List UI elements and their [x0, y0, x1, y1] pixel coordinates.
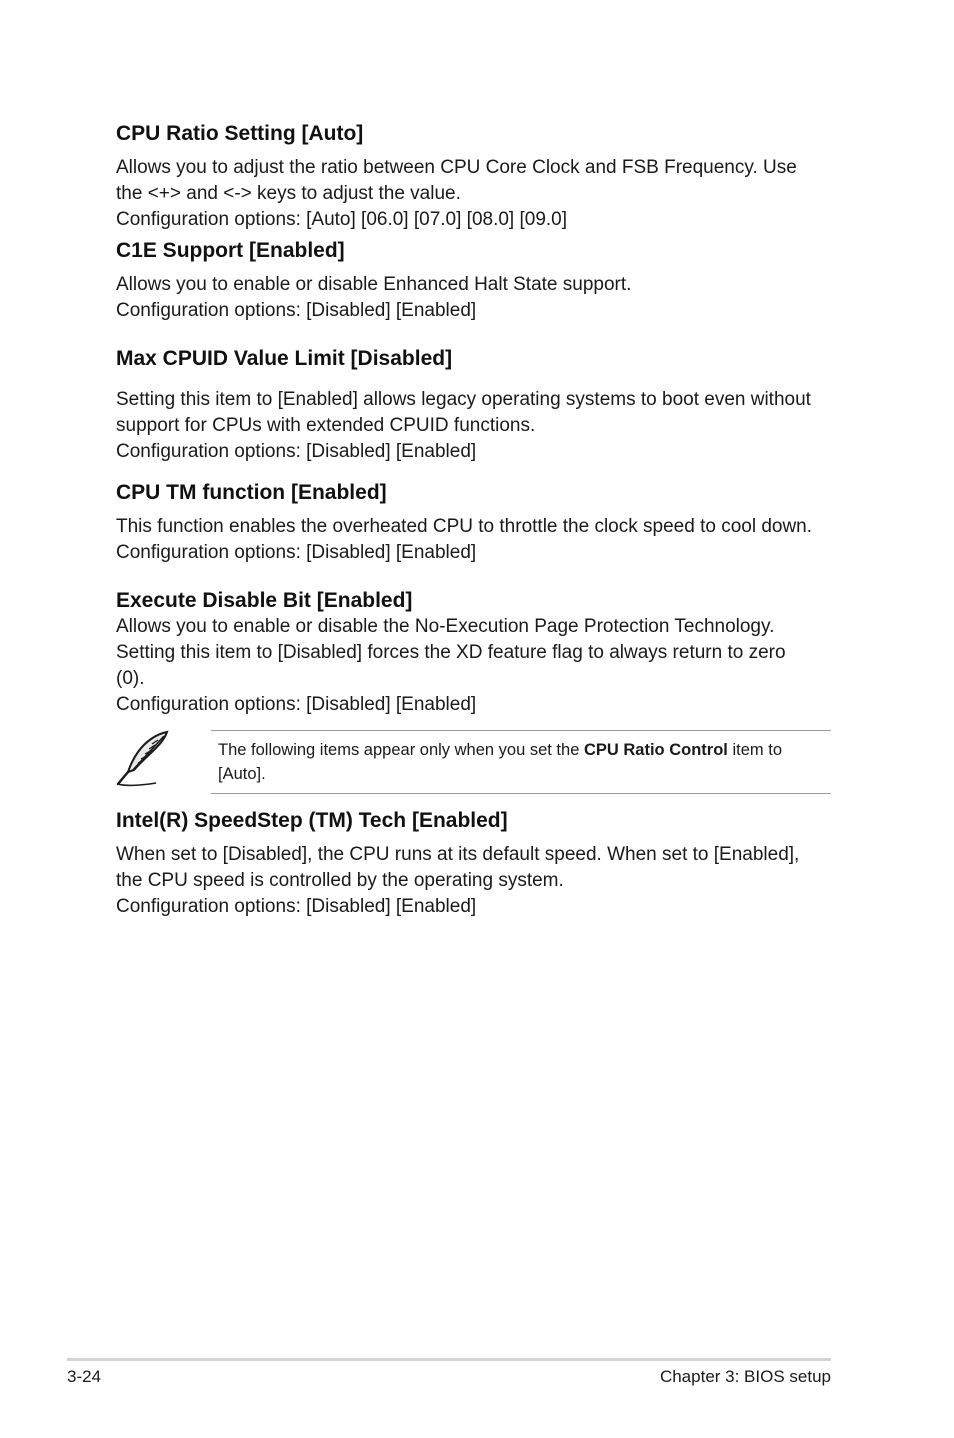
section-text-line: (0).	[116, 668, 145, 689]
section-execute-disable-bit	[116, 588, 836, 718]
section-cpu-tm-function	[116, 480, 836, 566]
section-text-line: Setting this item to [Disabled] forces the XD feature flag to always return to zero	[116, 642, 786, 663]
note-text-bold: CPU Ratio Control	[583, 741, 728, 759]
section-text-line: the CPU speed is controlled by the operating system.	[116, 870, 564, 891]
note-rule-top	[211, 730, 831, 731]
section-text-line: This function enables the overheated CPU to throttle the clock speed to cool down.	[116, 516, 813, 537]
section-heading: CPU TM function [Enabled]	[116, 481, 387, 504]
section-heading: C1E Support [Enabled]	[116, 239, 345, 262]
section-text-line: Configuration options: [Disabled] [Enabled]	[116, 300, 477, 321]
note-text-line2: [Auto].	[218, 765, 266, 783]
section-text-line: Configuration options: [Disabled] [Enabled]	[116, 542, 477, 563]
section-text-line: When set to [Disabled], the CPU runs at its default speed. When set to [Enabled],	[116, 844, 800, 865]
section-cpu-ratio-setting	[116, 121, 836, 233]
section-c1e-support	[116, 238, 836, 324]
note-text-before: The following items appear only when you set the	[218, 741, 584, 759]
section-text-line: Allows you to enable or disable the No-Execution Page Protection Technology.	[116, 616, 775, 637]
section-text-line: Configuration options: [Auto] [06.0] [07.0] [08.0] [09.0]	[116, 209, 568, 230]
footer-rule	[67, 1358, 831, 1361]
page-number: 3-24	[67, 1367, 102, 1386]
note-rule-bottom	[211, 793, 831, 794]
section-text-line: Allows you to enable or disable Enhanced Halt State support.	[116, 274, 632, 295]
note-text-after: item to	[727, 741, 782, 759]
section-text-line: Configuration options: [Disabled] [Enabled]	[116, 441, 477, 462]
chapter-title: Chapter 3: BIOS setup	[659, 1367, 831, 1386]
pen-icon	[112, 730, 174, 788]
section-text-line: Setting this item to [Enabled] allows legacy operating systems to boot even without	[116, 389, 811, 410]
section-text-line: Configuration options: [Disabled] [Enabled]	[116, 896, 477, 917]
section-heading: Max CPUID Value Limit [Disabled]	[116, 347, 453, 370]
section-heading: Intel(R) SpeedStep (TM) Tech [Enabled]	[116, 809, 508, 832]
section-text-line: support for CPUs with extended CPUID functions.	[116, 415, 536, 436]
section-intel-speedstep	[116, 808, 836, 920]
section-text-line: Allows you to adjust the ratio between CPU Core Clock and FSB Frequency. Use	[116, 157, 797, 178]
section-heading: Execute Disable Bit [Enabled]	[116, 589, 413, 612]
section-text-line: the <+> and <-> keys to adjust the value.	[116, 183, 461, 204]
note-box	[0, 730, 954, 794]
section-text-line: Configuration options: [Disabled] [Enabled]	[116, 694, 477, 715]
note-text	[218, 738, 830, 786]
section-heading: CPU Ratio Setting [Auto]	[116, 122, 364, 145]
section-max-cpuid-value-limit	[116, 346, 836, 465]
